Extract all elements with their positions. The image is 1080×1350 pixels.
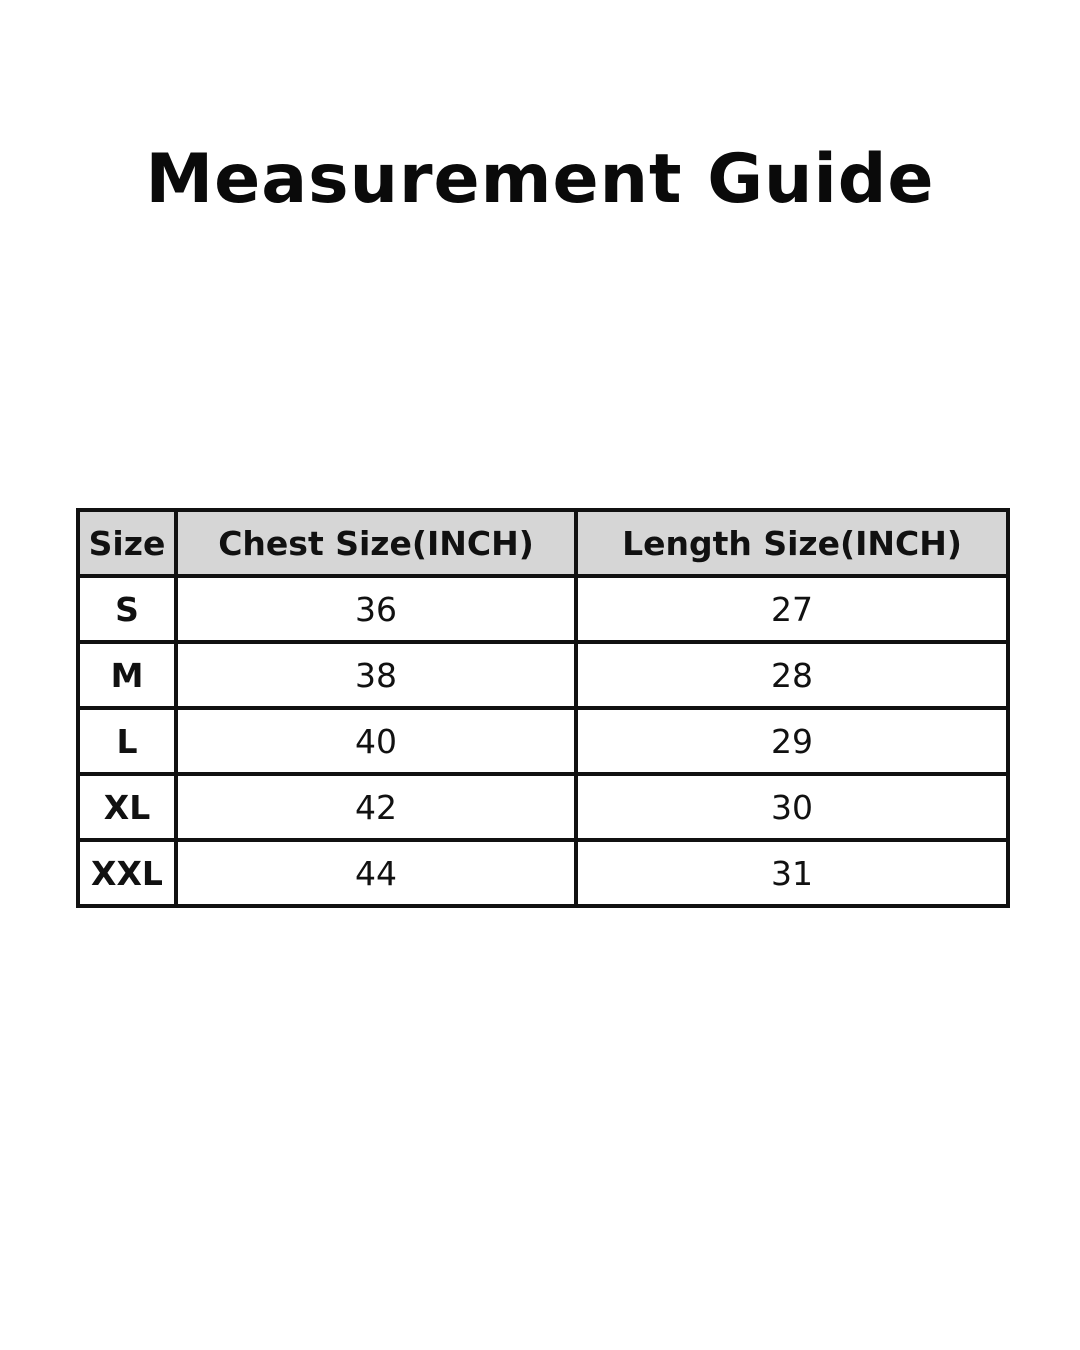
header-chest-size: Chest Size(INCH): [176, 510, 576, 576]
chest-cell: 44: [176, 840, 576, 906]
measurement-table-container: [76, 508, 1006, 908]
table-row: [78, 840, 1008, 906]
table-row: [78, 708, 1008, 774]
table-row: [78, 774, 1008, 840]
size-cell: XL: [78, 774, 176, 840]
page-title: Measurement Guide: [145, 140, 935, 219]
table-row: [78, 576, 1008, 642]
length-cell: 27: [576, 576, 1008, 642]
table-row: [78, 642, 1008, 708]
table-header-row: [78, 510, 1008, 576]
chest-cell: 40: [176, 708, 576, 774]
header-length-size: Length Size(INCH): [576, 510, 1008, 576]
header-size: Size: [78, 510, 176, 576]
chest-cell: 36: [176, 576, 576, 642]
size-cell: L: [78, 708, 176, 774]
size-cell: M: [78, 642, 176, 708]
chest-cell: 38: [176, 642, 576, 708]
size-cell: XXL: [78, 840, 176, 906]
size-cell: S: [78, 576, 176, 642]
chest-cell: 42: [176, 774, 576, 840]
measurement-table: [76, 508, 1010, 908]
length-cell: 28: [576, 642, 1008, 708]
length-cell: 30: [576, 774, 1008, 840]
length-cell: 29: [576, 708, 1008, 774]
length-cell: 31: [576, 840, 1008, 906]
